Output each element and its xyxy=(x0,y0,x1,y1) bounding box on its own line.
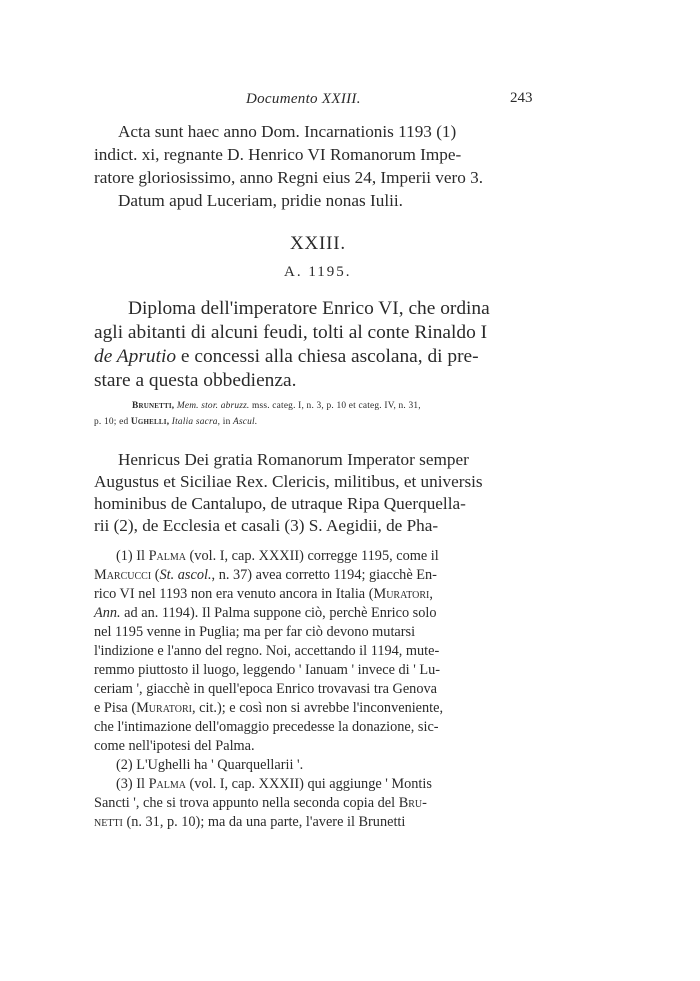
footnote-text: ad an. 1194). Il Palma suppone ciò, perchè Enrico solo xyxy=(120,605,437,621)
footnote-line xyxy=(94,814,405,831)
footnote-text: rico VI nel 1193 non era venuto ancora in Italia ( xyxy=(94,586,374,602)
footnote-line: che l'intimazione dell'omaggio precedesse la donazione, sic- xyxy=(94,719,439,735)
source-line xyxy=(132,401,421,411)
source-text: mss. categ. I, n. 3, p. 10 et categ. IV, n. 31, xyxy=(249,401,421,411)
footnote-text: (vol. I, cap. XXXII) corregge 1195, come il xyxy=(185,548,439,564)
footnote-line: ceriam ', giacchè in quell'epoca Enrico trovavasi tra Genova xyxy=(94,681,437,697)
footnote-author: Muratori, xyxy=(373,586,433,602)
summary-line: agli abitanti di alcuni feudi, tolti al conte Rinaldo I xyxy=(94,322,488,343)
body-line: Augustus et Siciliae Rex. Clericis, militibus, et universis xyxy=(94,472,483,491)
body-line: hominibus de Cantalupo, de utraque Ripa Querquella- xyxy=(94,494,466,513)
footnote-line xyxy=(94,567,437,584)
footnote-text: , cit.); e così non si avrebbe l'inconveniente, xyxy=(191,700,444,716)
footnote-line: remmo piuttosto il luogo, leggendo ' Ianuam ' invece di ' Lu- xyxy=(94,662,441,678)
source-text: p. 10; ed xyxy=(94,417,131,427)
page-number: 243 xyxy=(510,90,533,106)
source-text: in xyxy=(220,417,234,427)
summary-line: stare a questa obbedienza. xyxy=(94,370,297,391)
document-number: XXIII. xyxy=(290,233,346,254)
footnote-author: Palma xyxy=(148,548,186,564)
footnote-line: come nell'ipotesi del Palma. xyxy=(94,738,255,754)
footnote-author: Marcucci xyxy=(94,567,152,583)
footnote-author: Bru- xyxy=(398,795,427,811)
summary-text: e concessi alla chiesa ascolana, di pre- xyxy=(176,346,479,367)
running-title: Documento XXIII. xyxy=(246,91,361,107)
footnote-text: (3) Il xyxy=(116,776,149,792)
source-title: Mem. stor. abruzz. xyxy=(176,401,250,411)
footnote-line xyxy=(94,586,433,603)
footnote-text: e Pisa ( xyxy=(94,700,137,716)
footnote-author: Palma xyxy=(148,776,186,792)
footnote-line xyxy=(94,605,437,622)
footnote-title: Ann. xyxy=(94,605,121,621)
closing-line: indict. xi, regnante D. Henrico VI Romanorum Impe- xyxy=(94,145,462,164)
footnote-line: (2) L'Ughelli ha ' Quarquellarii '. xyxy=(116,757,304,773)
closing-line: ratore gloriosissimo, anno Regni eius 24, Imperii vero 3. xyxy=(94,168,484,187)
source-author: Brunetti, xyxy=(132,401,175,411)
footnote-line xyxy=(94,795,427,812)
footnote-line xyxy=(116,548,439,565)
footnote-text: Sancti ', che si trova appunto nella seconda copia del xyxy=(94,795,399,811)
footnote-text: ( xyxy=(151,567,160,583)
source-title: Ascul. xyxy=(233,417,258,427)
source-title: Italia sacra, xyxy=(171,417,221,427)
footnote-text: (1) Il xyxy=(116,548,149,564)
document-year: A. 1195. xyxy=(284,264,352,280)
summary-line: Diploma dell'imperatore Enrico VI, che ordina xyxy=(128,298,490,319)
body-line: rii (2), de Ecclesia et casali (3) S. Aegidii, de Pha- xyxy=(94,516,439,535)
footnote-author: netti xyxy=(94,814,123,830)
footnote-text: , n. 37) avea corretto 1194; giacchè En- xyxy=(211,567,437,583)
footnote-line xyxy=(116,776,432,793)
footnote-line xyxy=(94,700,443,717)
footnote-line: nel 1195 venne in Puglia; ma per far ciò devono mutarsi xyxy=(94,624,416,640)
footnote-text: (n. 31, p. 10); ma da una parte, l'avere il Brunetti xyxy=(122,814,406,830)
closing-line: Datum apud Luceriam, pridie nonas Iulii. xyxy=(118,191,403,210)
footnote-text: (vol. I, cap. XXXII) qui aggiunge ' Montis xyxy=(185,776,432,792)
summary-italic: de Aprutio xyxy=(94,346,177,367)
summary-line xyxy=(94,346,479,368)
footnote-title: St. ascol. xyxy=(159,567,212,583)
body-line: Henricus Dei gratia Romanorum Imperator semper xyxy=(118,450,469,469)
footnote-author: Muratori xyxy=(136,700,192,716)
closing-line: Acta sunt haec anno Dom. Incarnationis 1193 (1) xyxy=(118,122,457,141)
source-line xyxy=(94,417,257,427)
footnote-line: l'indizione e l'anno del regno. Noi, accettando il 1194, mute- xyxy=(94,643,440,659)
source-author: Ughelli, xyxy=(130,417,170,427)
